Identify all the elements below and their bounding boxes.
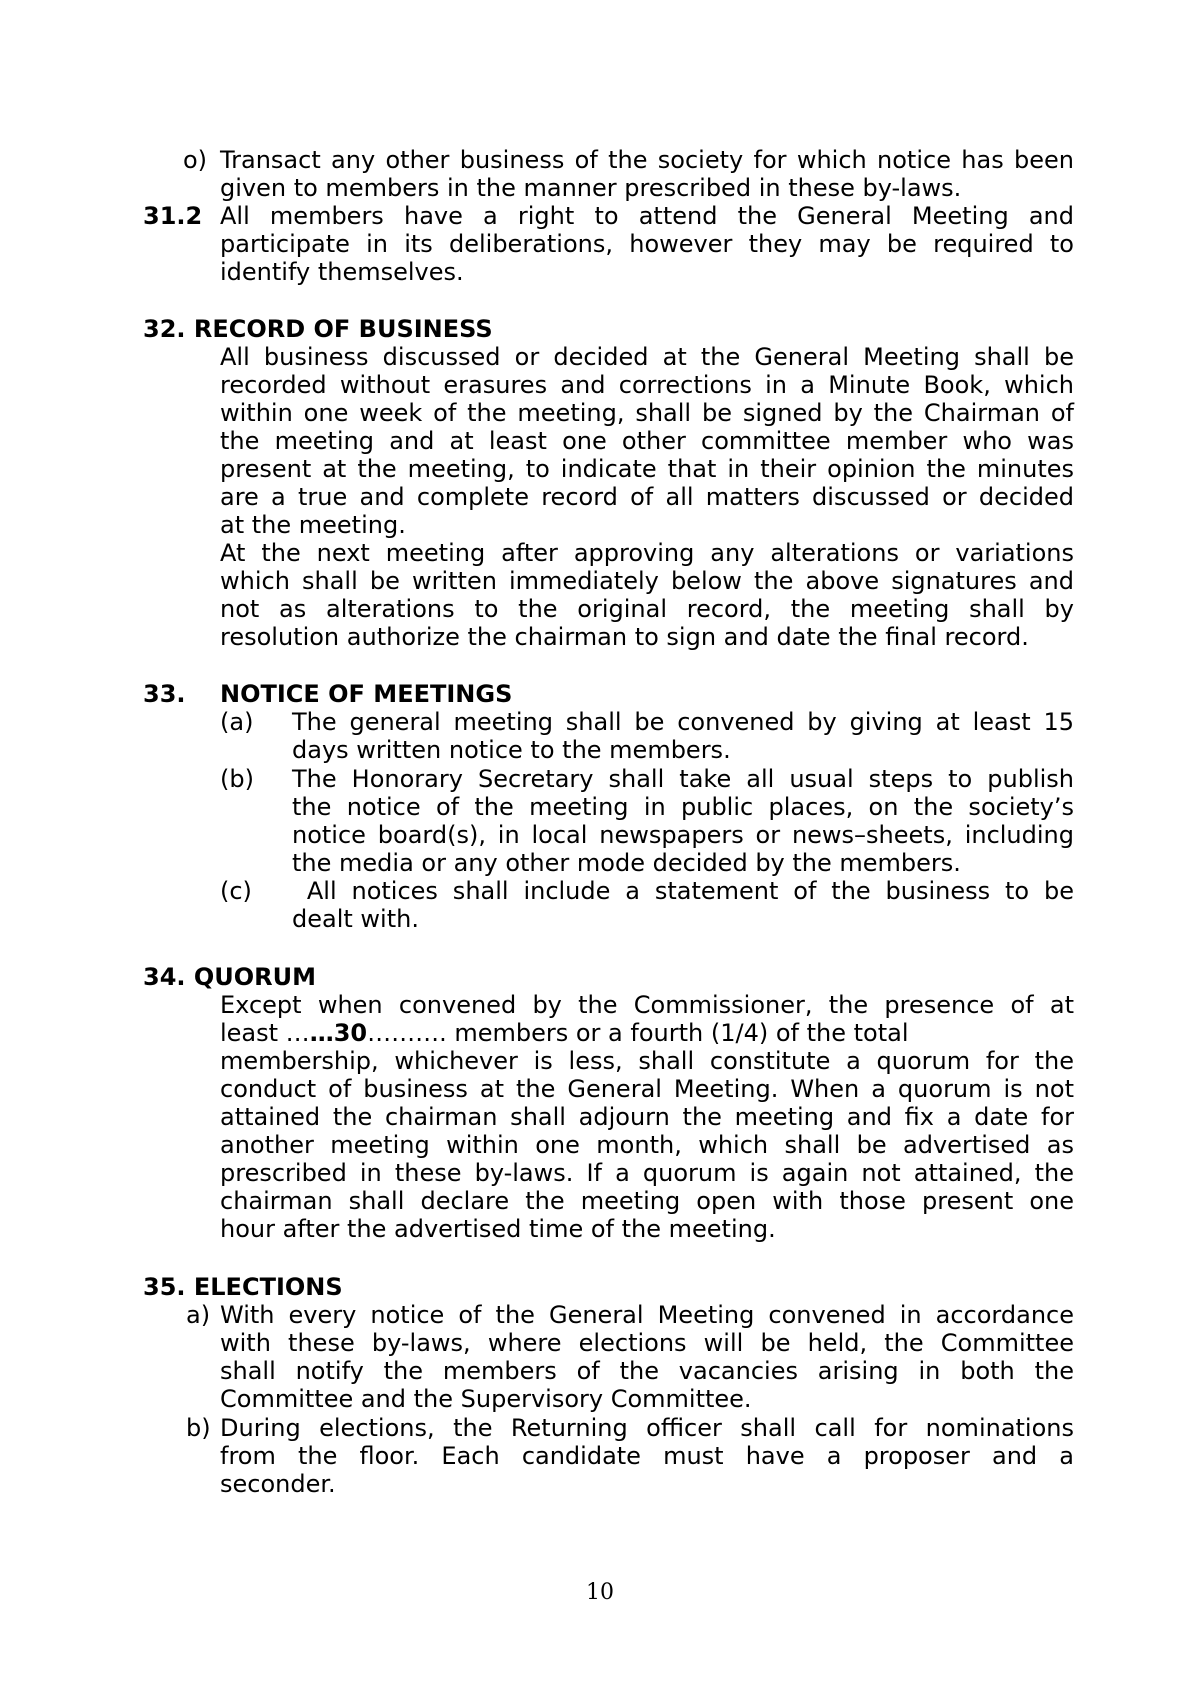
clause-35-a-line: Committee and the Supervisory Committee. (220, 1385, 752, 1413)
clause-33-b-line: The Honorary Secretary shall take all usual steps to publish (292, 765, 1074, 793)
clause-34-line: membership, whichever is less, shall constitute a quorum for the (220, 1047, 1074, 1075)
quorum-suffix: ………. members or a fourth (1/4) of the total (367, 1019, 909, 1047)
clause-33-a-line: days written notice to the members. (292, 736, 731, 764)
clause-33-c-line: dealt with. (292, 905, 419, 933)
clause-35-b-line: During elections, the Returning officer shall call for nominations (220, 1414, 1074, 1442)
clause-34-quorum-line (220, 1019, 1074, 1047)
item-o-line: given to members in the manner prescribed in these by-laws. (220, 174, 962, 202)
clause-32-line: At the next meeting after approving any alterations or variations (220, 539, 1074, 567)
clause-32-line: the meeting and at least one other committee member who was (220, 427, 1074, 455)
clause-32-line: recorded without erasures and corrections in a Minute Book, which (220, 371, 1074, 399)
clause-32-line: resolution authorize the chairman to sign and date the final record. (220, 623, 1029, 651)
clause-33-title: NOTICE OF MEETINGS (220, 680, 513, 708)
clause-32-line: which shall be written immediately below the above signatures and (220, 567, 1074, 595)
clause-34-line: prescribed in these by-laws. If a quorum is again not attained, the (220, 1159, 1074, 1187)
clause-33-number: 33. (143, 680, 186, 708)
clause-35-a-line: with these by-laws, where elections will be held, the Committee (220, 1329, 1074, 1357)
clause-32-heading: 32. RECORD OF BUSINESS (143, 315, 493, 343)
clause-34-line: another meeting within one month, which shall be advertised as (220, 1131, 1074, 1159)
clause-33-a-line: The general meeting shall be convened by giving at least 15 (292, 708, 1074, 736)
clause-32-line: at the meeting. (220, 511, 406, 539)
clause-35-b-line: from the floor. Each candidate must have a proposer and a (220, 1442, 1074, 1470)
clause-32-line: present at the meeting, to indicate that in their opinion the minutes (220, 455, 1074, 483)
item-o-label: o) (183, 146, 208, 174)
clause-35-b-label: b) (186, 1414, 211, 1442)
clause-33-b-label: (b) (220, 765, 254, 793)
clause-34-line: hour after the advertised time of the meeting. (220, 1215, 776, 1243)
clause-34-line: conduct of business at the General Meeting. When a quorum is not (220, 1075, 1074, 1103)
clause-32-line: are a true and complete record of all matters discussed or decided (220, 483, 1074, 511)
clause-33-c-label: (c) (220, 877, 252, 905)
quorum-prefix: least … (220, 1019, 310, 1047)
clause-35-a-line: shall notify the members of the vacancies arising in both the (220, 1357, 1074, 1385)
clause-34-heading: 34. QUORUM (143, 963, 317, 991)
item-31-2-line: participate in its deliberations, however they may be required to (220, 230, 1074, 258)
item-31-2-label: 31.2 (143, 202, 203, 230)
clause-33-a-label: (a) (220, 708, 254, 736)
item-31-2-line: All members have a right to attend the General Meeting and (220, 202, 1074, 230)
clause-35-a-line: With every notice of the General Meeting convened in accordance (220, 1301, 1074, 1329)
clause-33-c-line: All notices shall include a statement of the business to be (292, 877, 1074, 905)
page-number: 10 (586, 1580, 614, 1605)
item-31-2-line: identify themselves. (220, 258, 464, 286)
clause-33-b-line: the media or any other mode decided by the members. (292, 849, 961, 877)
clause-33-b-line: the notice of the meeting in public places, on the society’s (292, 793, 1074, 821)
clause-34-line: chairman shall declare the meeting open with those present one (220, 1187, 1074, 1215)
clause-35-b-line: seconder. (220, 1470, 336, 1498)
clause-32-line: All business discussed or decided at the General Meeting shall be (220, 343, 1074, 371)
clause-34-line: attained the chairman shall adjourn the meeting and fix a date for (220, 1103, 1074, 1131)
clause-35-a-label: a) (186, 1301, 211, 1329)
clause-32-line: not as alterations to the original record, the meeting shall by (220, 595, 1074, 623)
clause-33-b-line: notice board(s), in local newspapers or news–sheets, including (292, 821, 1074, 849)
clause-35-heading: 35. ELECTIONS (143, 1273, 343, 1301)
clause-32-line: within one week of the meeting, shall be signed by the Chairman of (220, 399, 1074, 427)
item-o-line: Transact any other business of the society for which notice has been (220, 146, 1074, 174)
clause-34-line: Except when convened by the Commissioner, the presence of at (220, 991, 1074, 1019)
quorum-number: …30 (309, 1019, 368, 1047)
